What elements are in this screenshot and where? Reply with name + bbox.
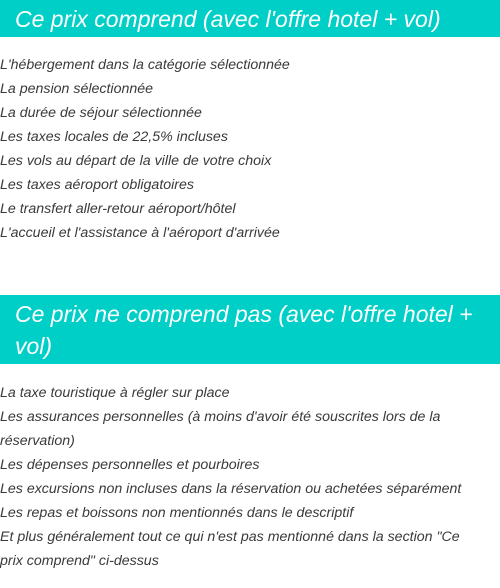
excluded-section-header: [0, 295, 500, 364]
excluded-items-list: [0, 381, 500, 573]
list-item: Le transfert aller-retour aéroport/hôtel: [0, 201, 236, 217]
included-section-header: [0, 0, 500, 37]
list-item: Les dépenses personnelles et pourboires: [0, 457, 260, 473]
list-item: L'accueil et l'assistance à l'aéroport d'arrivée: [0, 225, 280, 241]
list-item: La durée de séjour sélectionnée: [0, 105, 202, 121]
list-item: L'hébergement dans la catégorie sélectionnée: [0, 57, 290, 73]
list-item: Les taxes aéroport obligatoires: [0, 177, 195, 193]
list-item: Et plus généralement tout ce qui n'est pas mentionné dans la section "Ce prix comprend" ci-dessus: [0, 529, 460, 569]
list-item: La taxe touristique à régler sur place: [0, 385, 230, 401]
included-section-title: Ce prix comprend (avec l'offre hotel + vol): [15, 6, 441, 32]
list-item: La pension sélectionnée: [0, 81, 154, 97]
list-item: Les vols au départ de la ville de votre choix: [0, 153, 272, 169]
included-items-list: [0, 53, 500, 245]
list-item: Les repas et boissons non mentionnés dans le descriptif: [0, 505, 354, 521]
list-item: Les assurances personnelles (à moins d'avoir été souscrites lors de la réservation): [0, 409, 441, 449]
excluded-section-title: Ce prix ne comprend pas (avec l'offre hotel + vol): [15, 301, 473, 359]
list-item: Les taxes locales de 22,5% incluses: [0, 129, 228, 145]
list-item: Les excursions non incluses dans la réservation ou achetées séparément: [0, 481, 462, 497]
